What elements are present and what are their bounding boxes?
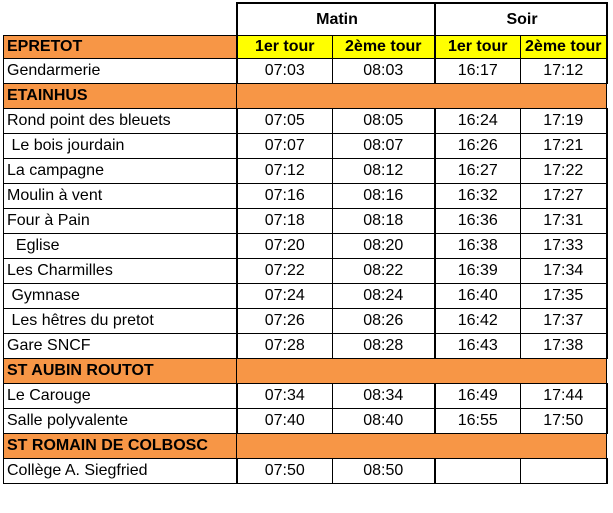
stop-name: Les hêtres du pretot (4, 309, 237, 334)
stop-row (4, 409, 607, 434)
departure-time (435, 459, 521, 484)
stop-row (4, 459, 607, 484)
departure-time: 17:12 (521, 59, 607, 84)
stop-row (4, 334, 607, 359)
town-header-row (4, 359, 607, 384)
tour-header: 1er tour (435, 36, 521, 59)
departure-time: 07:40 (237, 409, 333, 434)
stop-row (4, 109, 607, 134)
departure-time: 08:18 (333, 209, 435, 234)
departure-time: 16:38 (435, 234, 521, 259)
stop-row (4, 384, 607, 409)
departure-time: 08:34 (333, 384, 435, 409)
stop-name: Four à Pain (4, 209, 237, 234)
departure-time: 07:18 (237, 209, 333, 234)
town-header-fill (237, 359, 607, 384)
stop-row (4, 159, 607, 184)
departure-time: 08:07 (333, 134, 435, 159)
town-name: ST ROMAIN DE COLBOSC (4, 434, 237, 459)
departure-time: 17:50 (521, 409, 607, 434)
stop-name: Les Charmilles (4, 259, 237, 284)
departure-time: 08:16 (333, 184, 435, 209)
tour-header: 2ème tour (521, 36, 607, 59)
departure-time: 16:42 (435, 309, 521, 334)
departure-time: 16:27 (435, 159, 521, 184)
departure-time: 08:26 (333, 309, 435, 334)
stop-name: Rond point des bleuets (4, 109, 237, 134)
departure-time: 16:36 (435, 209, 521, 234)
stop-name: Gare SNCF (4, 334, 237, 359)
town-header-fill (237, 84, 607, 109)
stop-row (4, 59, 607, 84)
town-name: EPRETOT (4, 36, 237, 59)
departure-time: 07:26 (237, 309, 333, 334)
departure-time: 07:50 (237, 459, 333, 484)
stop-name: Le bois jourdain (4, 134, 237, 159)
departure-time: 08:05 (333, 109, 435, 134)
departure-time: 16:26 (435, 134, 521, 159)
departure-time: 17:33 (521, 234, 607, 259)
departure-time: 16:55 (435, 409, 521, 434)
departure-time: 07:07 (237, 134, 333, 159)
departure-time: 17:35 (521, 284, 607, 309)
departure-time (521, 459, 607, 484)
stop-name: Eglise (4, 234, 237, 259)
schedule-body (4, 3, 607, 484)
departure-time: 17:38 (521, 334, 607, 359)
departure-time: 07:34 (237, 384, 333, 409)
departure-time: 16:17 (435, 59, 521, 84)
stop-name: Salle polyvalente (4, 409, 237, 434)
tour-header: 2ème tour (333, 36, 435, 59)
departure-time: 16:40 (435, 284, 521, 309)
stop-row (4, 259, 607, 284)
stop-name: Moulin à vent (4, 184, 237, 209)
stop-row (4, 134, 607, 159)
period-header-row (4, 3, 607, 36)
departure-time: 07:28 (237, 334, 333, 359)
departure-time: 16:24 (435, 109, 521, 134)
departure-time: 07:12 (237, 159, 333, 184)
departure-time: 17:27 (521, 184, 607, 209)
departure-time: 17:22 (521, 159, 607, 184)
soir-header: Soir (435, 3, 607, 36)
tour-header: 1er tour (237, 36, 333, 59)
departure-time: 08:28 (333, 334, 435, 359)
departure-time: 17:37 (521, 309, 607, 334)
departure-time: 16:32 (435, 184, 521, 209)
departure-time: 17:34 (521, 259, 607, 284)
corner-cell (4, 3, 237, 36)
town-name: ST AUBIN ROUTOT (4, 359, 237, 384)
town-header-fill (237, 434, 607, 459)
departure-time: 08:40 (333, 409, 435, 434)
departure-time: 07:24 (237, 284, 333, 309)
stop-row (4, 209, 607, 234)
stop-row (4, 234, 607, 259)
departure-time: 08:50 (333, 459, 435, 484)
departure-time: 16:43 (435, 334, 521, 359)
bus-schedule-table (3, 2, 608, 484)
town-header-row (4, 36, 607, 59)
stop-name: Le Carouge (4, 384, 237, 409)
stop-row (4, 309, 607, 334)
departure-time: 08:12 (333, 159, 435, 184)
departure-time: 17:19 (521, 109, 607, 134)
departure-time: 07:16 (237, 184, 333, 209)
matin-header: Matin (237, 3, 435, 36)
departure-time: 17:21 (521, 134, 607, 159)
town-name: ETAINHUS (4, 84, 237, 109)
departure-time: 08:20 (333, 234, 435, 259)
departure-time: 16:49 (435, 384, 521, 409)
departure-time: 16:39 (435, 259, 521, 284)
departure-time: 17:31 (521, 209, 607, 234)
departure-time: 08:22 (333, 259, 435, 284)
town-header-row (4, 84, 607, 109)
stop-name: Gymnase (4, 284, 237, 309)
stop-name: La campagne (4, 159, 237, 184)
stop-name: Collège A. Siegfried (4, 459, 237, 484)
departure-time: 08:24 (333, 284, 435, 309)
departure-time: 17:44 (521, 384, 607, 409)
departure-time: 07:05 (237, 109, 333, 134)
departure-time: 08:03 (333, 59, 435, 84)
town-header-row (4, 434, 607, 459)
departure-time: 07:22 (237, 259, 333, 284)
stop-row (4, 284, 607, 309)
departure-time: 07:03 (237, 59, 333, 84)
stop-name: Gendarmerie (4, 59, 237, 84)
departure-time: 07:20 (237, 234, 333, 259)
stop-row (4, 184, 607, 209)
